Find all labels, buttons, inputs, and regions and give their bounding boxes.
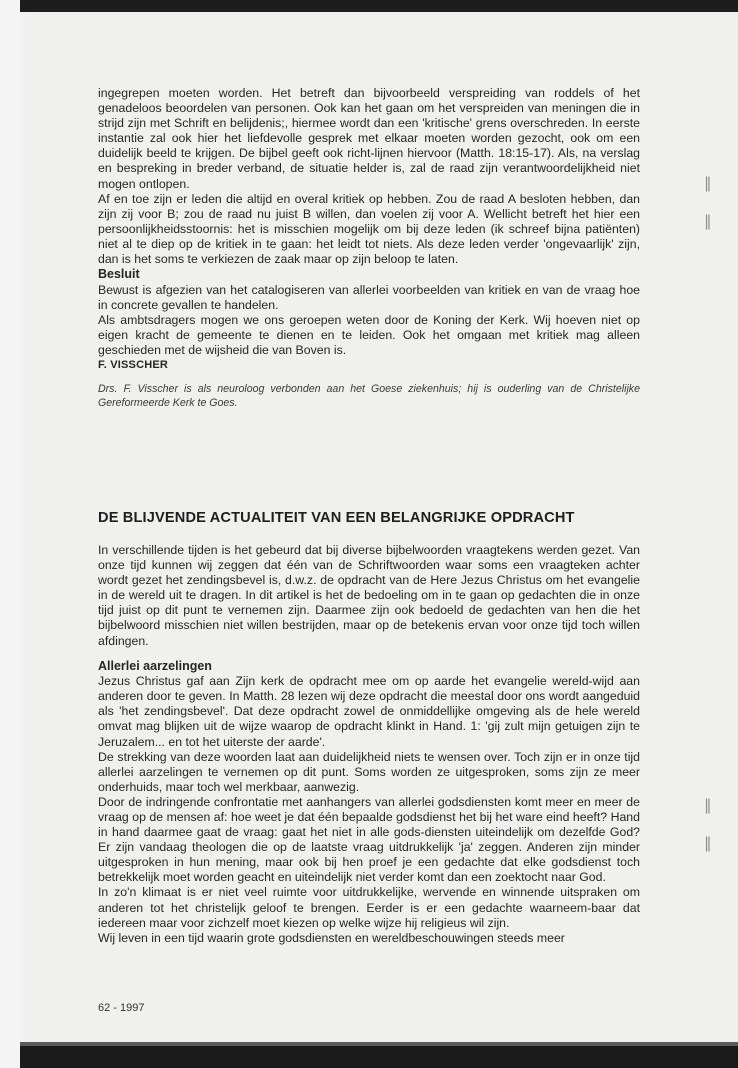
margin-scan-mark: ‖ (704, 834, 712, 852)
article2-paragraph: Wij leven in een tijd waarin grote godsdiensten en wereldbeschouwingen steeds meer (98, 930, 565, 945)
article2-paragraph: Door de indringende confrontatie met aanhangers van allerlei godsdiensten komt meer en meer de vraag op de mensen af: hoe weet je dat één bepaalde godsdienst het bij het ware eind heeft? Hand in hand daarmee gaat de vraag: gaat het niet in alle gods-diensten uiteindelijk om dezelfde God? Er zijn vandaag theologen die op de laatste vraag uitdrukkelijk 'ja' zeggen. Anderen zijn minder uitgesproken in hun mening, maar ook bij hen proef je een gedachte dat elke godsdienst toch betrekkelijk moet worden geacht en uiteindelijk niet verder komt dan een zoektocht naar God. (98, 794, 640, 885)
article2-paragraph: In zo'n klimaat is er niet veel ruimte voor uitdrukkelijke, wervende en winnende uitspraken om anderen tot het christelijk geloof te brengen. Eerder is er een gedachte waarneem-baar dat iedereen maar voor zichzelf moet kiezen op welke wijze hij religieus wil zijn. (98, 885, 640, 930)
margin-scan-mark: ‖ (704, 174, 712, 192)
author-signature: F. VISSCHER (98, 359, 169, 372)
scan-bottom-edge (20, 1046, 738, 1068)
article2-body (98, 543, 640, 946)
margin-scan-mark: ‖ (704, 796, 712, 814)
article1-paragraph: Af en toe zijn er leden die altijd en overal kritiek op hebben. Zou de raad A besloten hebben, dan zijn zij voor B; zou de raad nu juist B willen, dan voelen zij voor A. Wellicht betreft het hier een persoonlijkheidsstoornis: het is misschien mogelijk om bij deze leden (ik schreef bijna patiënten) niet al te diep op de kritiek in te gaan: het leidt tot niets. Als deze leden verder 'ongevaarlijk' zijn, dan is het soms te verkiezen de zaak maar op zijn beloop te laten. (98, 191, 640, 267)
article1-body (98, 86, 640, 410)
page-number: 62 - 1997 (98, 1002, 145, 1014)
scan-top-edge (20, 0, 738, 12)
scan-left-margin (0, 0, 20, 1068)
article1-paragraph: ingegrepen moeten worden. Het betreft dan bijvoorbeeld verspreiding van roddels of het genadeloos beoordelen van personen. Ook kan het gaan om het verspreiden van meningen die in strijd zijn met Schrift en belijdenis;, hiermee wordt dan een 'kritische' grens overschreden. In eerste instantie zal ook hier het liefdevolle gesprek met elkaar moeten worden gezocht, ook om een duidelijk beeld te krijgen. De bijbel geeft ook richt-lijnen hiervoor (Matth. 18:15-17). Als, na verslag en bespreking in breder verband, de situatie helder is, zal de raad zijn verantwoordelijkheid niet mogen ontlopen. (98, 86, 640, 191)
article1-conclusion-paragraph: Bewust is afgezien van het catalogiseren van allerlei voorbeelden van kritiek en van de vraag hoe in concrete gevallen te handelen. (98, 282, 640, 312)
article2-subheading: Allerlei aarzelingen (98, 658, 212, 673)
article1-subheading: Besluit (98, 267, 140, 282)
article2-paragraph: De strekking van deze woorden laat aan duidelijkheid niets te wensen over. Toch zijn er in onze tijd allerlei aarzelingen te vernemen op dit punt. Soms worden ze uitgesproken, soms zijn ze meer onderhuids, maar toch wel merkbaar, aanwezig. (98, 749, 640, 794)
article1-conclusion-paragraph: Als ambtsdragers mogen we ons geroepen weten door de Koning der Kerk. Wij hoeven niet op eigen kracht de gemeente te dienen en te leiden. Ook het omgaan met kritiek mag alleen geschieden met de wijsheid die van Boven is. (98, 312, 640, 357)
margin-scan-mark: ‖ (704, 212, 712, 230)
article2-paragraph: Jezus Christus gaf aan Zijn kerk de opdracht mee om op aarde het evangelie wereld-wijd aan anderen door te geven. In Matth. 28 lezen wij deze opdracht die meestal door ons wordt aangeduid als 'het zendingsbevel'. Dat deze opdracht zowel de onmiddellijke omgeving als de hele wereld omvat mag blijken uit de wijze waarop de opdracht klinkt in Hand. 1: 'gij zult mijn getuigen zijn te Jeruzalem... en tot het uiterste der aarde'. (98, 674, 640, 749)
article2-title: DE BLIJVENDE ACTUALITEIT VAN EEN BELANGRIJKE OPDRACHT (98, 510, 575, 526)
article2-intro: In verschillende tijden is het gebeurd dat bij diverse bijbelwoorden vraagtekens werden gezet. Van onze tijd kunnen wij zeggen dat één van de Schriftwoorden waar soms een vraagteken achter wordt gezet het zendingsbevel is, d.w.z. de opdracht van de Here Jezus Christus om het evangelie in de wereld uit te dragen. In dit artikel is het de bedoeling om in te gaan op gedachten die in onze tijd juist op dit punt te vernemen zijn. Daarmee zijn ook bedoeld de gedachten van hen die het bijbelwoord misschien niet willen bestrijden, maar op de betekenis ervan voor onze tijd toch willen afdingen. (98, 543, 640, 648)
author-bio: Drs. F. Visscher is als neuroloog verbonden aan het Goese ziekenhuis; hij is ouderling van de Christelijke Gereformeerde Kerk te Goes. (98, 383, 640, 409)
